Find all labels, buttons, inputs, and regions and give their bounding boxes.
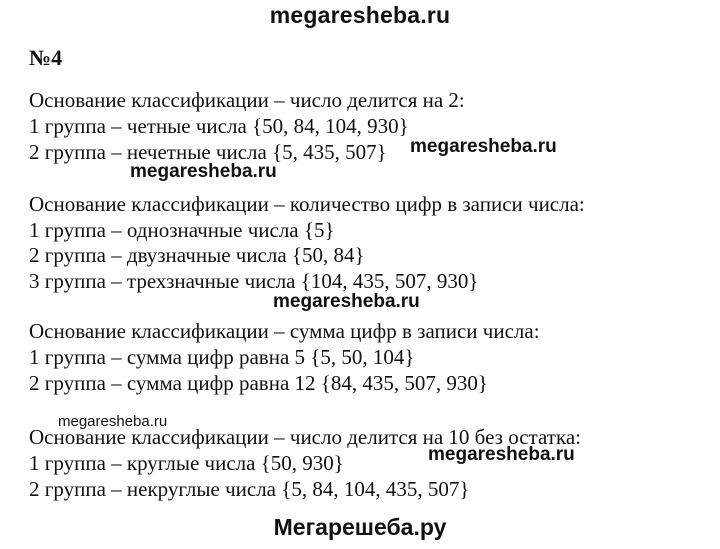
inline-watermark-4: megaresheba.ru bbox=[58, 413, 168, 430]
inline-watermark-1: megaresheba.ru bbox=[410, 136, 557, 157]
section-4-group-2: 2 группа – некруглые числа {5, 84, 104, 435, 507} bbox=[29, 477, 470, 501]
section-1-group-1: 1 группа – четные числа {50, 84, 104, 930} bbox=[29, 114, 409, 138]
section-3-group-2: 2 группа – сумма цифр равна 12 {84, 435, 507, 930} bbox=[29, 371, 488, 395]
inline-watermark-2: megaresheba.ru bbox=[130, 161, 277, 182]
section-4-basis: Основание классификации – число делится на 10 без остатка: bbox=[29, 425, 581, 449]
section-2-basis: Основание классификации – количество цифр в записи числа: bbox=[29, 192, 585, 216]
section-4-group-1: 1 группа – круглые числа {50, 930} bbox=[29, 451, 344, 475]
footer-watermark: Мегарешеба.ру bbox=[273, 514, 447, 540]
section-3-group-1: 1 группа – сумма цифр равна 5 {5, 50, 104} bbox=[29, 345, 415, 369]
section-2-group-1: 1 группа – однозначные числа {5} bbox=[29, 218, 335, 242]
task-number: №4 bbox=[29, 45, 63, 70]
section-1-group-2: 2 группа – нечетные числа {5, 435, 507} bbox=[29, 140, 387, 164]
section-2-group-3: 3 группа – трехзначные числа {104, 435, 507, 930} bbox=[29, 269, 479, 293]
inline-watermark-5: megaresheba.ru bbox=[428, 444, 575, 465]
section-3-basis: Основание классификации – сумма цифр в записи числа: bbox=[29, 319, 540, 343]
section-1-basis: Основание классификации – число делится на 2: bbox=[29, 88, 465, 112]
header-watermark: megaresheba.ru bbox=[269, 2, 451, 28]
inline-watermark-3: megaresheba.ru bbox=[273, 291, 420, 312]
section-2-group-2: 2 группа – двузначные числа {50, 84} bbox=[29, 243, 365, 267]
